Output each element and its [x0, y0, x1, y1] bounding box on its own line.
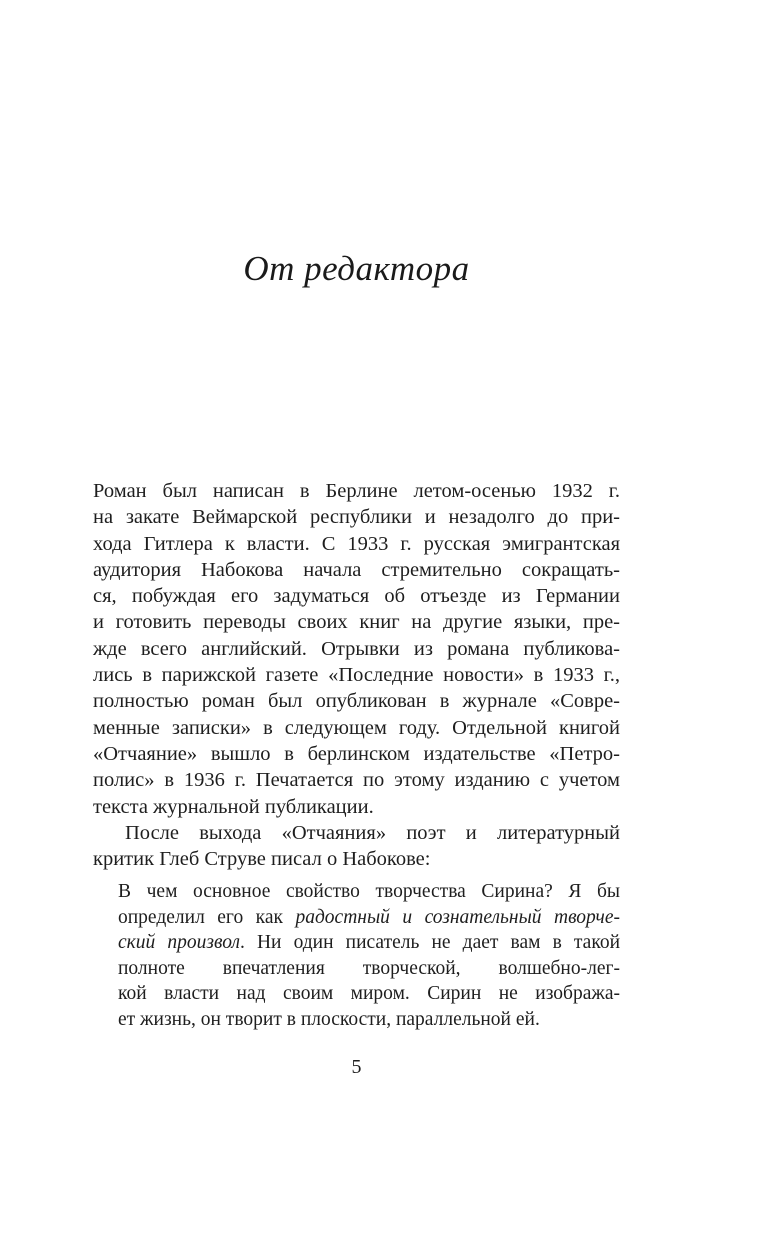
text-line: ся, побуждая его задуматься об отъезде из Германии [93, 585, 620, 608]
text-line: лись в парижской газете «Последние новости» в 1933 г., [93, 664, 620, 687]
text-line: и готовить переводы своих книг на другие языки, пре- [93, 611, 620, 634]
quote-segment: определил его как [118, 906, 296, 928]
quote-segment: . Ни один писатель не дает вам в такой [239, 932, 620, 953]
quote-segment: полноте впечатления творческой, волшебно-лег- [118, 957, 620, 979]
quote-segment: В чем основное свойство творчества Сирина? Я бы [118, 881, 620, 902]
quote-italic-segment: ский произвол [118, 932, 240, 953]
text-line: После выхода «Отчаяния» поэт и литературный [125, 821, 620, 844]
text-line: Роман был написан в Берлине летом-осенью 1932 г. [93, 480, 620, 502]
text-line: жде всего английский. Отрывки из романа публикова- [93, 637, 620, 660]
body-text [93, 478, 620, 872]
quote-line [118, 879, 620, 905]
text-line: полис» в 1936 г. Печатается по этому изданию с учетом [93, 769, 620, 792]
text-line: на закате Веймарской республики и незадолго до при- [93, 506, 620, 529]
quote-italic-segment: радостный и сознательный творче- [295, 906, 620, 928]
quote-line [118, 905, 620, 931]
quote-segment: ет жизнь, он творит в плоскости, параллельной ей. [118, 1008, 540, 1030]
page-number: 5 [351, 1056, 362, 1078]
text-line: текста журнальной публикации. [93, 795, 374, 818]
quote-line [118, 1007, 620, 1033]
quote-segment: кой власти над своим миром. Сирин не изобража- [118, 983, 620, 1004]
chapter-title: От редактора [243, 249, 470, 288]
text-line: критик Глеб Струве писал о Набокове: [93, 848, 431, 871]
text-line: хода Гитлера к власти. С 1933 г. русская эмигрантская [93, 532, 620, 555]
quote-block [118, 879, 620, 1032]
text-line: менные записки» в следующем году. Отдельной книгой [93, 716, 620, 739]
quote-line [118, 930, 620, 956]
text-line: аудитория Набокова начала стремительно сокращать- [93, 558, 620, 581]
text-line: «Отчаяние» вышло в берлинском издательстве «Петро- [93, 742, 620, 765]
quote-line [118, 956, 620, 982]
text-line: полностью роман был опубликован в журнале «Совре- [93, 690, 620, 713]
quote-line [118, 981, 620, 1007]
